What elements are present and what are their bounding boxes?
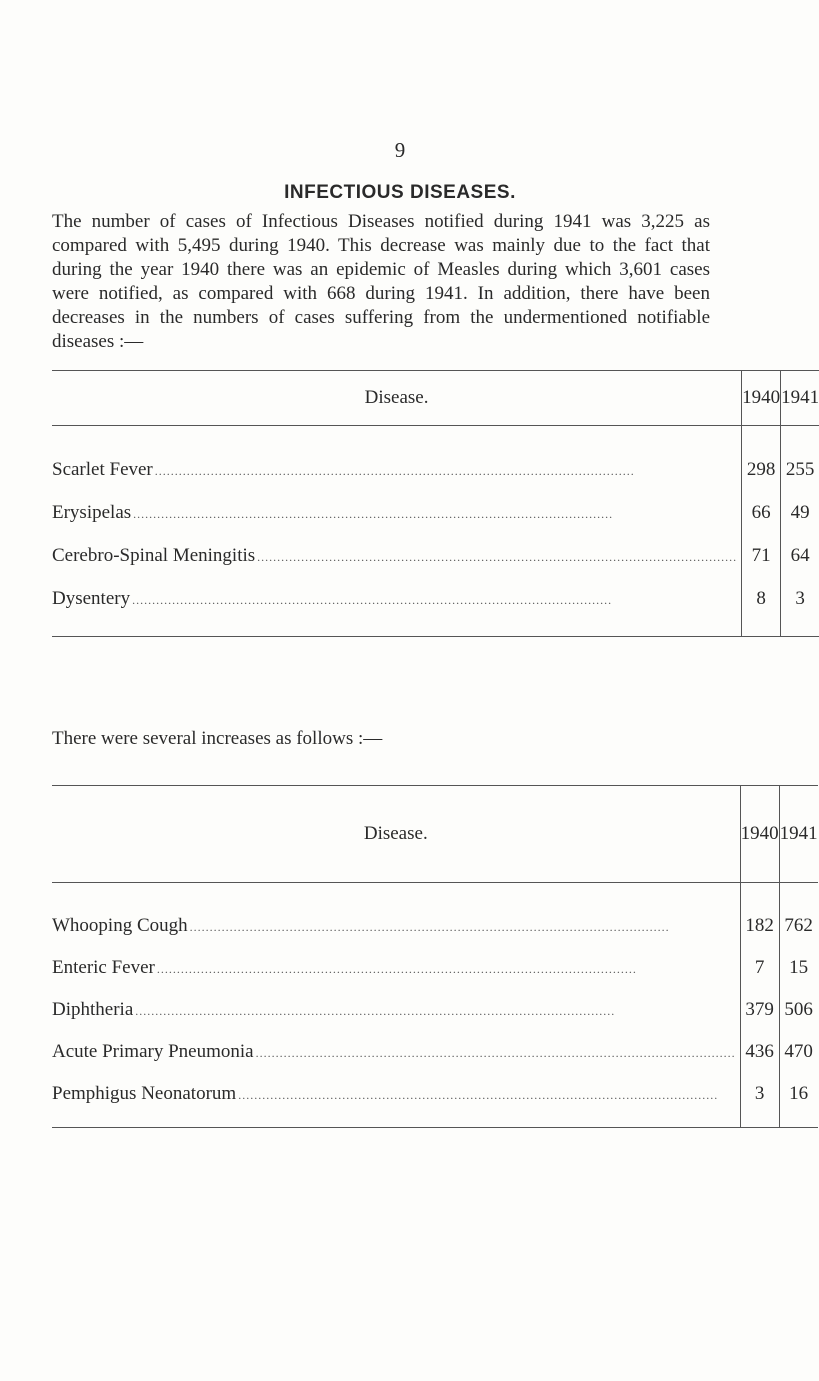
- disease-cell: Pemphigus Neonatorum ........................................................................................................................: [52, 1073, 740, 1128]
- value-1941: 49: [781, 491, 819, 534]
- table-row: [52, 534, 819, 577]
- table-row: [52, 947, 818, 989]
- value-1940: 66: [742, 491, 781, 534]
- value-1941: 470: [779, 1031, 818, 1073]
- increases-table: [52, 785, 818, 1128]
- table-header-row: [52, 371, 819, 426]
- value-1940: 71: [742, 534, 781, 577]
- column-header-disease: Disease.: [52, 786, 740, 883]
- column-header-1941: 1941: [781, 371, 819, 426]
- disease-name: Whooping Cough: [52, 915, 188, 936]
- column-header-1940: 1940: [742, 371, 781, 426]
- table-row: [52, 883, 818, 948]
- disease-cell: Enteric Fever ........................................................................................................................: [52, 957, 637, 978]
- value-1940: 436: [740, 1031, 779, 1073]
- value-1941: 16: [779, 1073, 818, 1128]
- disease-name: Scarlet Fever: [52, 458, 153, 480]
- disease-name: Erysipelas: [52, 501, 132, 523]
- column-header-disease: Disease.: [52, 371, 742, 426]
- value-1941: 762: [779, 883, 818, 948]
- disease-cell: Diphtheria ........................................................................................................................: [52, 999, 616, 1020]
- column-header-1941: 1941: [779, 786, 818, 883]
- value-1941: 64: [781, 534, 819, 577]
- table-row: [52, 1073, 818, 1128]
- value-1940: 182: [740, 883, 779, 948]
- intro-paragraph: The number of cases of Infectious Diseases notified during 1941 was 3,225 as compared with 5,495 during 1940. This decrease was mainly due to the fact that during the year 1940 there was an epidemic of Measles during which 3,601 cases were notified, as compared with 668 during 1941. In addition, there have been decreases in the numbers of cases suffering from the undermentioned notifiable diseases :—: [52, 211, 710, 352]
- disease-cell: Erysipelas ........................................................................................................................: [52, 501, 614, 523]
- decreases-table: [52, 370, 819, 637]
- value-1940: 8: [742, 577, 781, 637]
- page-number: 9: [394, 138, 406, 162]
- table-header-row: [52, 786, 818, 883]
- table-row: [52, 426, 819, 492]
- disease-cell: Acute Primary Pneumonia ........................................................................................................................: [52, 1041, 736, 1062]
- disease-name: Enteric Fever: [52, 957, 155, 978]
- value-1941: 15: [779, 947, 818, 989]
- value-1941: 255: [781, 426, 819, 492]
- value-1940: 379: [740, 989, 779, 1031]
- value-1940: 298: [742, 426, 781, 492]
- table-row: [52, 1031, 818, 1073]
- disease-cell: Scarlet Fever ........................................................................................................................: [52, 458, 635, 480]
- disease-name: Dysentery: [52, 587, 131, 609]
- disease-cell: Dysentery ........................................................................................................................: [52, 577, 742, 637]
- disease-name: Diphtheria: [52, 999, 134, 1020]
- page-title: INFECTIOUS DISEASES.: [284, 182, 516, 203]
- table-row: [52, 491, 819, 534]
- disease-cell: Cerebro-Spinal Meningitis ........................................................................................................................: [52, 544, 738, 566]
- increases-intro: There were several increases as follows :—: [52, 728, 383, 749]
- disease-name: Cerebro-Spinal Meningitis: [52, 544, 256, 566]
- disease-name: Pemphigus Neonatorum: [52, 1083, 237, 1104]
- disease-name: Acute Primary Pneumonia: [52, 1041, 254, 1062]
- value-1940: 3: [740, 1073, 779, 1128]
- column-header-1940: 1940: [740, 786, 779, 883]
- value-1941: 506: [779, 989, 818, 1031]
- disease-cell: Whooping Cough ........................................................................................................................: [52, 915, 670, 936]
- value-1940: 7: [740, 947, 779, 989]
- table-row: [52, 989, 818, 1031]
- table-row: [52, 577, 819, 637]
- value-1941: 3: [781, 577, 819, 637]
